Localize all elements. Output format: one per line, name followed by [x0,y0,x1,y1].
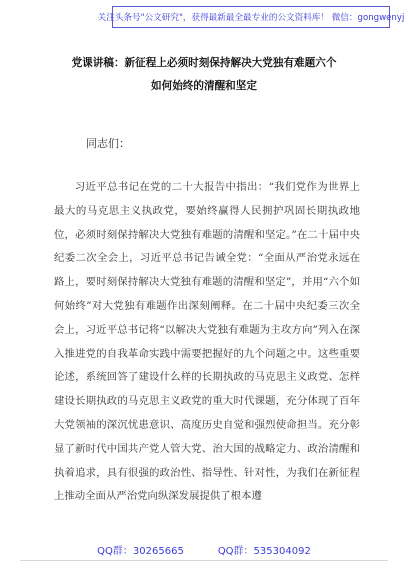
footer-qq-group-2: QQ群：535304092 [217,546,311,557]
watermark-banner [97,6,405,28]
footer-divider [20,560,388,561]
document-body [54,176,360,509]
body-paragraph: 习近平总书记在党的二十大报告中指出：“我们党作为世界上最大的马克思主义执政党，要始终赢得人民拥护巩固长期执政地位，必须时刻保持解决大党独有难题的清醒和坚定。”在二十届中央纪委二次全会上，习近平总书记告诫全党：“全面从严治党永远在路上，要时刻保持解决大党独有难题的清醒和坚定”，并用“六个如何始终”对大党独有难题作出深刻阐释。在二十届中央纪委三次全会上，习近平总书记将“以解决大党独有难题为主攻方向”列入在深入推进党的自我革命实践中需要把握好的九个问题之中。这些重要论述，系统回答了建设什么样的长期执政的马克思主义政党、怎样建设长期执政的马克思主义政党的重大时代课题，充分体现了百年大党领袖的深沉忧患意识、高度历史自觉和强烈使命担当。充分彰显了新时代中国共产党人管大党、治大国的战略定力、政治清醒和执着追求，具有很强的政治性、指导性、针对性，为我们在新征程上推动全面从严治党向纵深发展提供了根本遵 [54,181,360,503]
footer-qq-group-1: QQ群：30265665 [97,546,184,557]
footer [0,542,408,557]
banner-text: 关注头条号"公文研究"，获得最新最全最专业的公文资料库！ 微信：gongwenyj [97,13,405,23]
greeting: 同志们： [86,137,130,150]
document-title-line-1: 党课讲稿：新征程上必须时刻保持解决大党独有难题六个 [71,57,337,69]
document-title-line-2: 如何始终的清醒和坚定 [151,80,257,92]
